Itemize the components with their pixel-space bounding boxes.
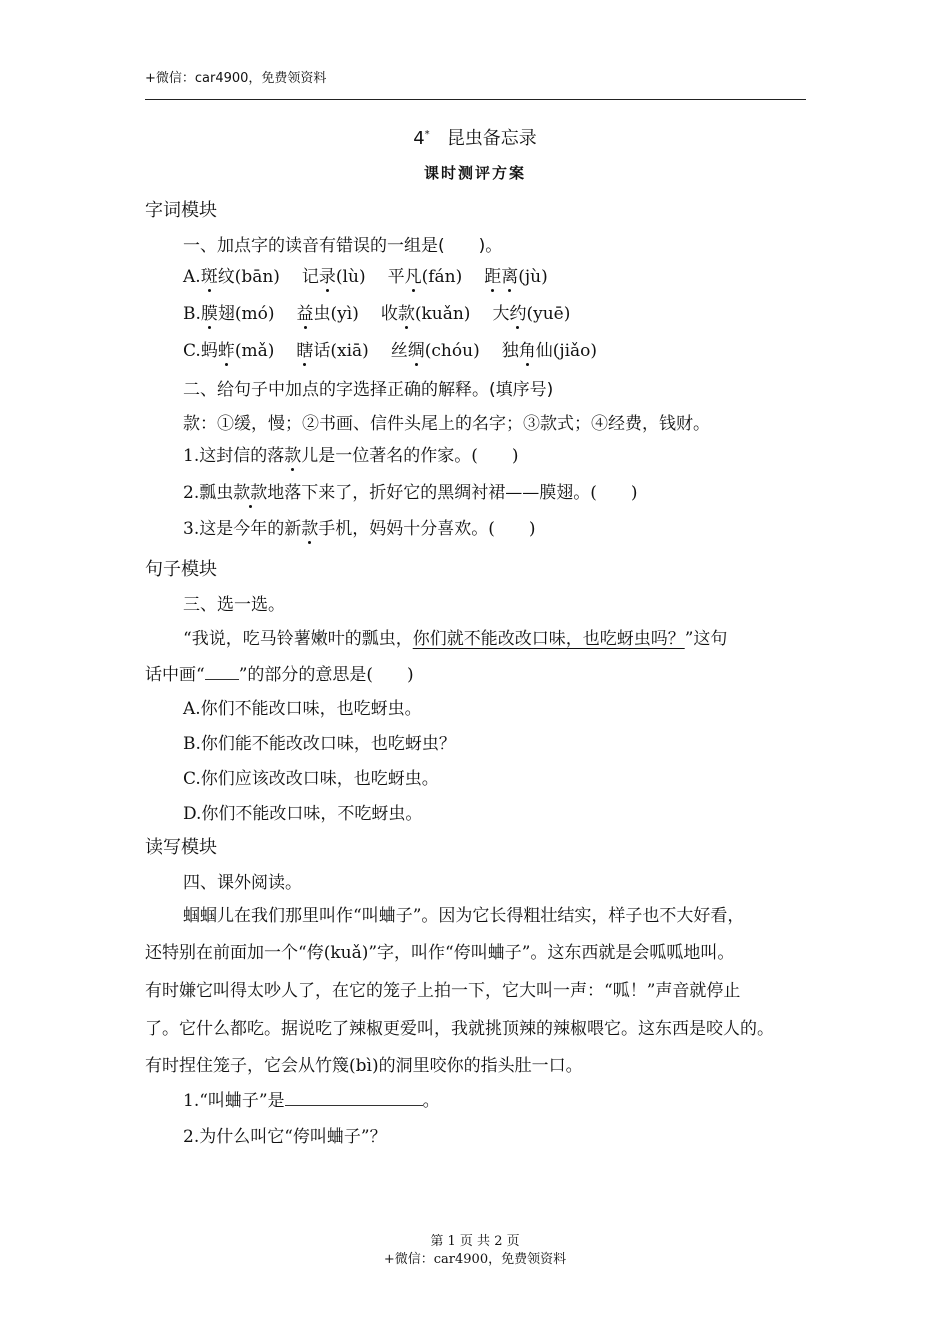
word-char: 瞎: [296, 341, 314, 361]
word-group: [484, 267, 547, 287]
q2-item-1: [183, 441, 519, 466]
q2-item-3-post: 手机，妈妈十分喜欢。( ): [318, 519, 536, 539]
word-char: 独: [501, 341, 519, 361]
word-group: [201, 304, 275, 324]
footer-page-number: 第 1 页 共 2 页: [430, 1234, 520, 1249]
lesson-mark: *: [424, 129, 430, 140]
pinyin: 仙(jiǎo): [535, 341, 598, 361]
pinyin: 翅(mó): [217, 304, 275, 324]
q4-stem: 四、课外阅读。: [183, 873, 302, 893]
q3-line2-post: ”的部分的意思是( ): [238, 665, 414, 685]
q3-stem: 三、选一选。: [183, 595, 285, 615]
q3-underline-sample: [205, 665, 239, 680]
q1-option-c: [183, 336, 619, 361]
pinyin: (kuǎn): [414, 304, 471, 324]
q4-q1-answer-blank[interactable]: [285, 1089, 423, 1106]
pinyin: (fán): [421, 267, 463, 287]
word-group: [492, 304, 570, 324]
pinyin: (yuē): [526, 304, 571, 324]
lesson-number: 4: [413, 128, 425, 149]
q2-item-1-dot: 款: [284, 446, 302, 466]
word-char: 距: [484, 267, 502, 287]
word-group: [391, 341, 480, 361]
q3-line2-pre: 话中画“: [145, 665, 205, 685]
q1-stem: 一、加点字的读音有错误的一组是( )。: [183, 236, 503, 256]
q3-option-d: D.你们不能改口味，不吃蚜虫。: [183, 804, 423, 824]
module-sentences: 句子模块: [145, 559, 217, 580]
pinyin: (jù): [518, 267, 548, 287]
word-group: [388, 267, 463, 287]
module-reading: 读写模块: [145, 837, 217, 858]
word-group: [302, 267, 366, 287]
pinyin: 纹(bān): [217, 267, 280, 287]
q3-option-c: C.你们应该改改口味，也吃蚜虫。: [183, 769, 439, 789]
q2-item-3-pre: 3.这是今年的新: [183, 519, 302, 539]
pinyin: 虫(yì): [313, 304, 359, 324]
passage-line-3: 有时嫌它叫得太吵人了，在它的笼子上拍一下，它大叫一声：“呱！”声音就停止: [145, 981, 741, 1001]
q1-option-a: [183, 262, 570, 287]
lesson-title: [0, 124, 950, 150]
q3-quote-underlined: 你们就不能改改口味，也吃蚜虫吗？: [412, 629, 685, 649]
q3-question-line: [145, 660, 810, 685]
pinyin: (chóu): [424, 341, 480, 361]
word-char: 收: [380, 304, 398, 324]
passage-line-5: 有时捏住笼子，它会从竹篾(bì)的洞里咬你的指头肚一口。: [145, 1056, 583, 1076]
option-label: A.: [183, 267, 201, 287]
pinyin: (mǎ): [234, 341, 275, 361]
word-char: 膜: [200, 304, 218, 324]
q4-question-1: [183, 1086, 440, 1111]
word-group: [296, 341, 368, 361]
lesson-name: 昆虫备忘录: [446, 128, 537, 149]
option-label: C.: [183, 341, 201, 361]
q2-stem: 二、给句子中加点的字选择正确的解释。(填序号): [183, 380, 554, 400]
footer-watermark: +微信：car4900，免费领资料: [383, 1252, 567, 1267]
word-char: 斑: [200, 267, 218, 287]
q2-item-3: [183, 514, 536, 539]
dotted-char: 录: [318, 267, 336, 287]
q2-definition: 款：①缓，慢；②书画、信件头尾上的名字；③款式；④经费，钱财。: [183, 414, 710, 434]
q2-item-1-pre: 1.这封信的落: [183, 446, 285, 466]
passage-line-2: 还特别在前面加一个“侉(kuǎ)”字，叫作“侉叫蛐子”。这东西就是会呱呱地叫。: [145, 943, 735, 963]
dotted-char: 蚱: [217, 341, 235, 361]
word-group: [297, 304, 359, 324]
option-label: B.: [183, 304, 201, 324]
q3-quote: [183, 624, 727, 649]
q3-option-a: A.你们不能改口味，也吃蚜虫。: [183, 699, 422, 719]
lesson-subtitle: 课时测评方案: [423, 164, 526, 182]
word-char: 记: [301, 267, 319, 287]
q1-option-b: [183, 299, 592, 324]
q4-q1-post: 。: [422, 1091, 440, 1111]
q3-option-b: B.你们能不能改改口味，也吃蚜虫？: [183, 734, 456, 754]
header-rule: [145, 99, 806, 100]
word-char: 平: [387, 267, 405, 287]
header-watermark: +微信：car4900，免费领资料: [145, 71, 327, 86]
q4-q1-pre: 1.“叫蛐子”是: [183, 1091, 285, 1111]
dotted-char: 凡: [404, 267, 422, 287]
word-char: 益: [296, 304, 314, 324]
word-char: 丝: [390, 341, 408, 361]
passage-line-4: 了。它什么都吃。据说吃了辣椒更爱叫，我就挑顶辣的辣椒喂它。这东西是咬人的。: [145, 1019, 774, 1039]
q2-item-2-dot: 款款: [233, 483, 268, 503]
dotted-char: 离: [501, 267, 519, 287]
q2-item-1-post: 儿是一位著名的作家。( ): [301, 446, 519, 466]
q2-item-2: [183, 478, 638, 503]
passage-line-1: 蝈蝈儿在我们那里叫作“叫蛐子”。因为它长得粗壮结实，样子也不大好看，: [183, 906, 745, 926]
pinyin: 话(xiā): [313, 341, 369, 361]
dotted-char: 约: [509, 304, 527, 324]
word-char: 大: [492, 304, 510, 324]
q2-item-2-post: 地落下来了，折好它的黑绸衬裙——膜翅。( ): [267, 483, 638, 503]
word-char: 蚂: [200, 341, 218, 361]
module-words: 字词模块: [145, 200, 217, 221]
pinyin: (lù): [335, 267, 366, 287]
q3-quote-pre: “我说，吃马铃薯嫩叶的瓢虫，: [183, 629, 413, 649]
q2-item-3-dot: 款: [301, 519, 319, 539]
q2-item-2-pre: 2.瓢虫: [183, 483, 234, 503]
q3-quote-post: ”这句: [684, 629, 728, 649]
word-group: [201, 341, 275, 361]
dotted-char: 绸: [407, 341, 425, 361]
dotted-char: 款: [397, 304, 415, 324]
word-group: [381, 304, 471, 324]
q4-question-2: 2.为什么叫它“侉叫蛐子”？: [183, 1127, 387, 1147]
word-group: [201, 267, 280, 287]
word-group: [502, 341, 597, 361]
dotted-char: 角: [518, 341, 536, 361]
